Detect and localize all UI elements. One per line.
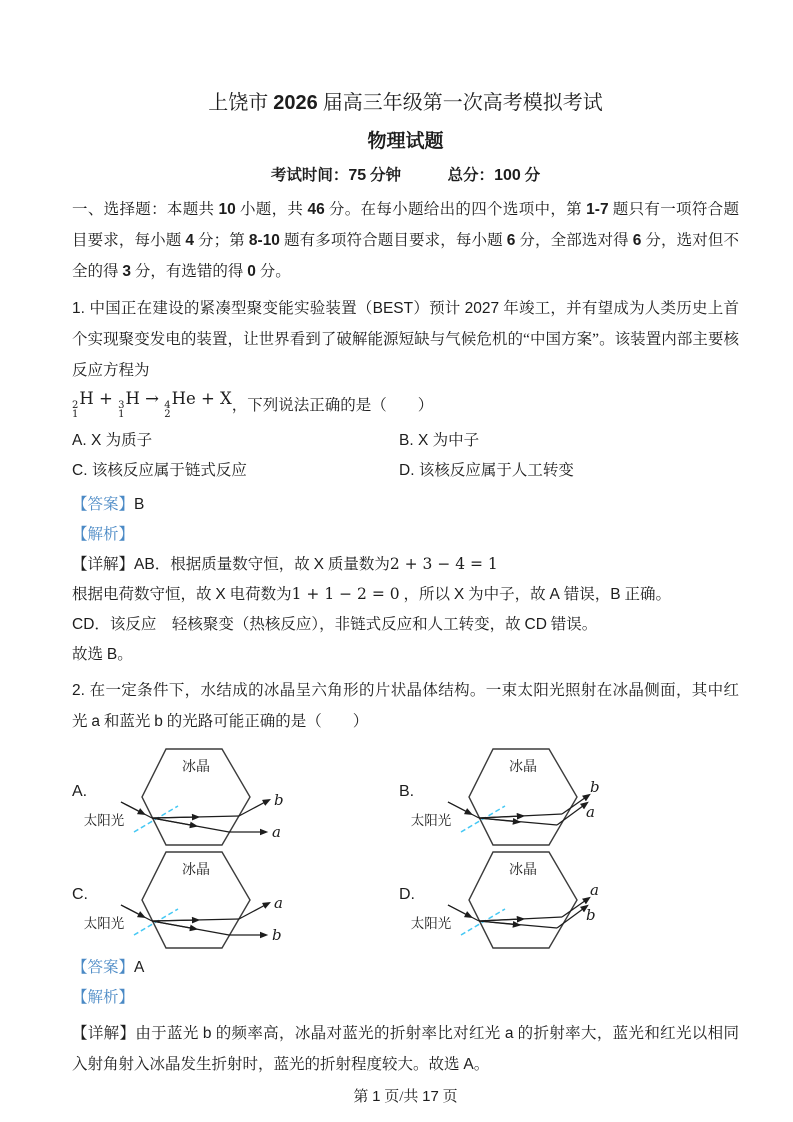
option-letter: B. [399, 783, 415, 800]
sunlight-label: 太阳光 [83, 916, 125, 931]
analysis-label: 【解析】 [72, 526, 135, 543]
q1-detail-line-2: 根据电荷数守恒，故 X 电荷数为1 + 1 − 2 = 0 ，所以 X 为中子，故 A 错误，B 正确。 [72, 585, 671, 603]
q1-stem: 1. 中国正在建设的紧凑型聚变能实验装置（BEST）预计 2027 年竣工，并有望成为人类历史上首个实现聚变发电的装置，让世界看到了破解能源短缺与气候危机的“中国方案”。该装置内部主要核反应方程为 [72, 300, 739, 379]
crystal-label: 冰晶 [509, 760, 537, 775]
q1-nuclear-equation: 2 1 H + 3 1 H → 4 2 He + X [72, 388, 232, 420]
diagram-option-d [399, 848, 726, 949]
diagram-option-b [399, 745, 726, 846]
q1-answer-value: B [134, 496, 145, 513]
crystal-label: 冰晶 [182, 863, 210, 878]
ray-bottom-label: a [272, 823, 281, 841]
q1-option-b: B. X 为中子 [399, 432, 480, 449]
answer-label: 【答案】 [72, 959, 135, 976]
section-one-instructions: 一、选择题：本题共 10 小题，共 46 分。在每小题给出的四个选项中，第 1-7 题只有一项符合题目要求，每小题 4 分；第 8-10 题有多项符合题目要求，每小题 6 分，全部选对得 6 分，选对但不全的得 3 分，有选错的得 0 分。 [72, 201, 739, 280]
q2-option-diagrams [72, 745, 739, 949]
q1-analysis [72, 524, 739, 545]
ray-bottom-label: b [586, 906, 596, 924]
ray-top-label: a [274, 894, 283, 912]
exam-subtitle: 物理试题 [367, 131, 444, 152]
sunlight-label: 太阳光 [410, 813, 452, 828]
exam-meta-line: 考试时间：75 分钟 总分：100 分 [270, 167, 541, 184]
ray-diagram-b [385, 745, 695, 849]
q1-answer [72, 494, 739, 515]
q1-detail-line-3: CD．该反应 轻核聚变（热核反应），非链式反应和人工转变，故 CD 错误。 [72, 616, 598, 633]
option-letter: D. [399, 886, 415, 903]
q2-analysis [72, 987, 739, 1008]
diagram-option-c [72, 848, 399, 949]
q1-options [72, 426, 739, 486]
q2-answer-value: A [134, 959, 145, 976]
ray-diagram-d [385, 848, 695, 952]
q1-detail-line-4: 故选 B。 [72, 646, 133, 663]
crystal-label: 冰晶 [182, 760, 210, 775]
q1-equation-line [72, 386, 739, 422]
option-letter: A. [72, 783, 88, 800]
q2-stem: 2. 在一定条件下，水结成的冰晶呈六角形的片状晶体结构。一束太阳光照射在冰晶侧面，其中红光 a 和蓝光 b 的光路可能正确的是（ ） [72, 682, 739, 730]
q1-detail-line-1: 【详解】AB．根据质量数守恒，故 X 质量数为2 + 3 − 4 = 1 [72, 555, 498, 573]
q1-stem-after: ，下列说法正确的是（ ） [231, 397, 434, 414]
sunlight-label: 太阳光 [410, 916, 452, 931]
ray-bottom-label: a [586, 803, 595, 821]
ray-top-label: a [590, 881, 599, 899]
crystal-label: 冰晶 [509, 863, 537, 878]
q1-option-d: D. 该核反应属于人工转变 [399, 462, 574, 479]
q1-option-a: A. X 为质子 [72, 432, 153, 449]
ray-diagram-a [58, 745, 368, 849]
q2-answer [72, 957, 739, 978]
ray-bottom-label: b [272, 926, 282, 944]
page-footer: 第 1 页/共 17 页 [353, 1088, 458, 1105]
answer-label: 【答案】 [72, 496, 135, 513]
exam-title: 上饶市 2026 届高三年级第一次高考模拟考试 [208, 92, 603, 114]
ray-diagram-c [58, 848, 368, 952]
diagram-option-a [72, 745, 399, 846]
ray-top-label: b [274, 791, 284, 809]
ray-top-label: b [590, 778, 600, 796]
q1-option-c: C. 该核反应属于链式反应 [72, 462, 247, 479]
sunlight-label: 太阳光 [83, 813, 125, 828]
option-letter: C. [72, 886, 88, 903]
q2-detail: 【详解】由于蓝光 b 的频率高，冰晶对蓝光的折射率比对红光 a 的折射率大，蓝光和红光以相同入射角射入冰晶发生折射时，蓝光的折射程度较大。故选 A。 [72, 1025, 739, 1073]
analysis-label: 【解析】 [72, 989, 135, 1006]
